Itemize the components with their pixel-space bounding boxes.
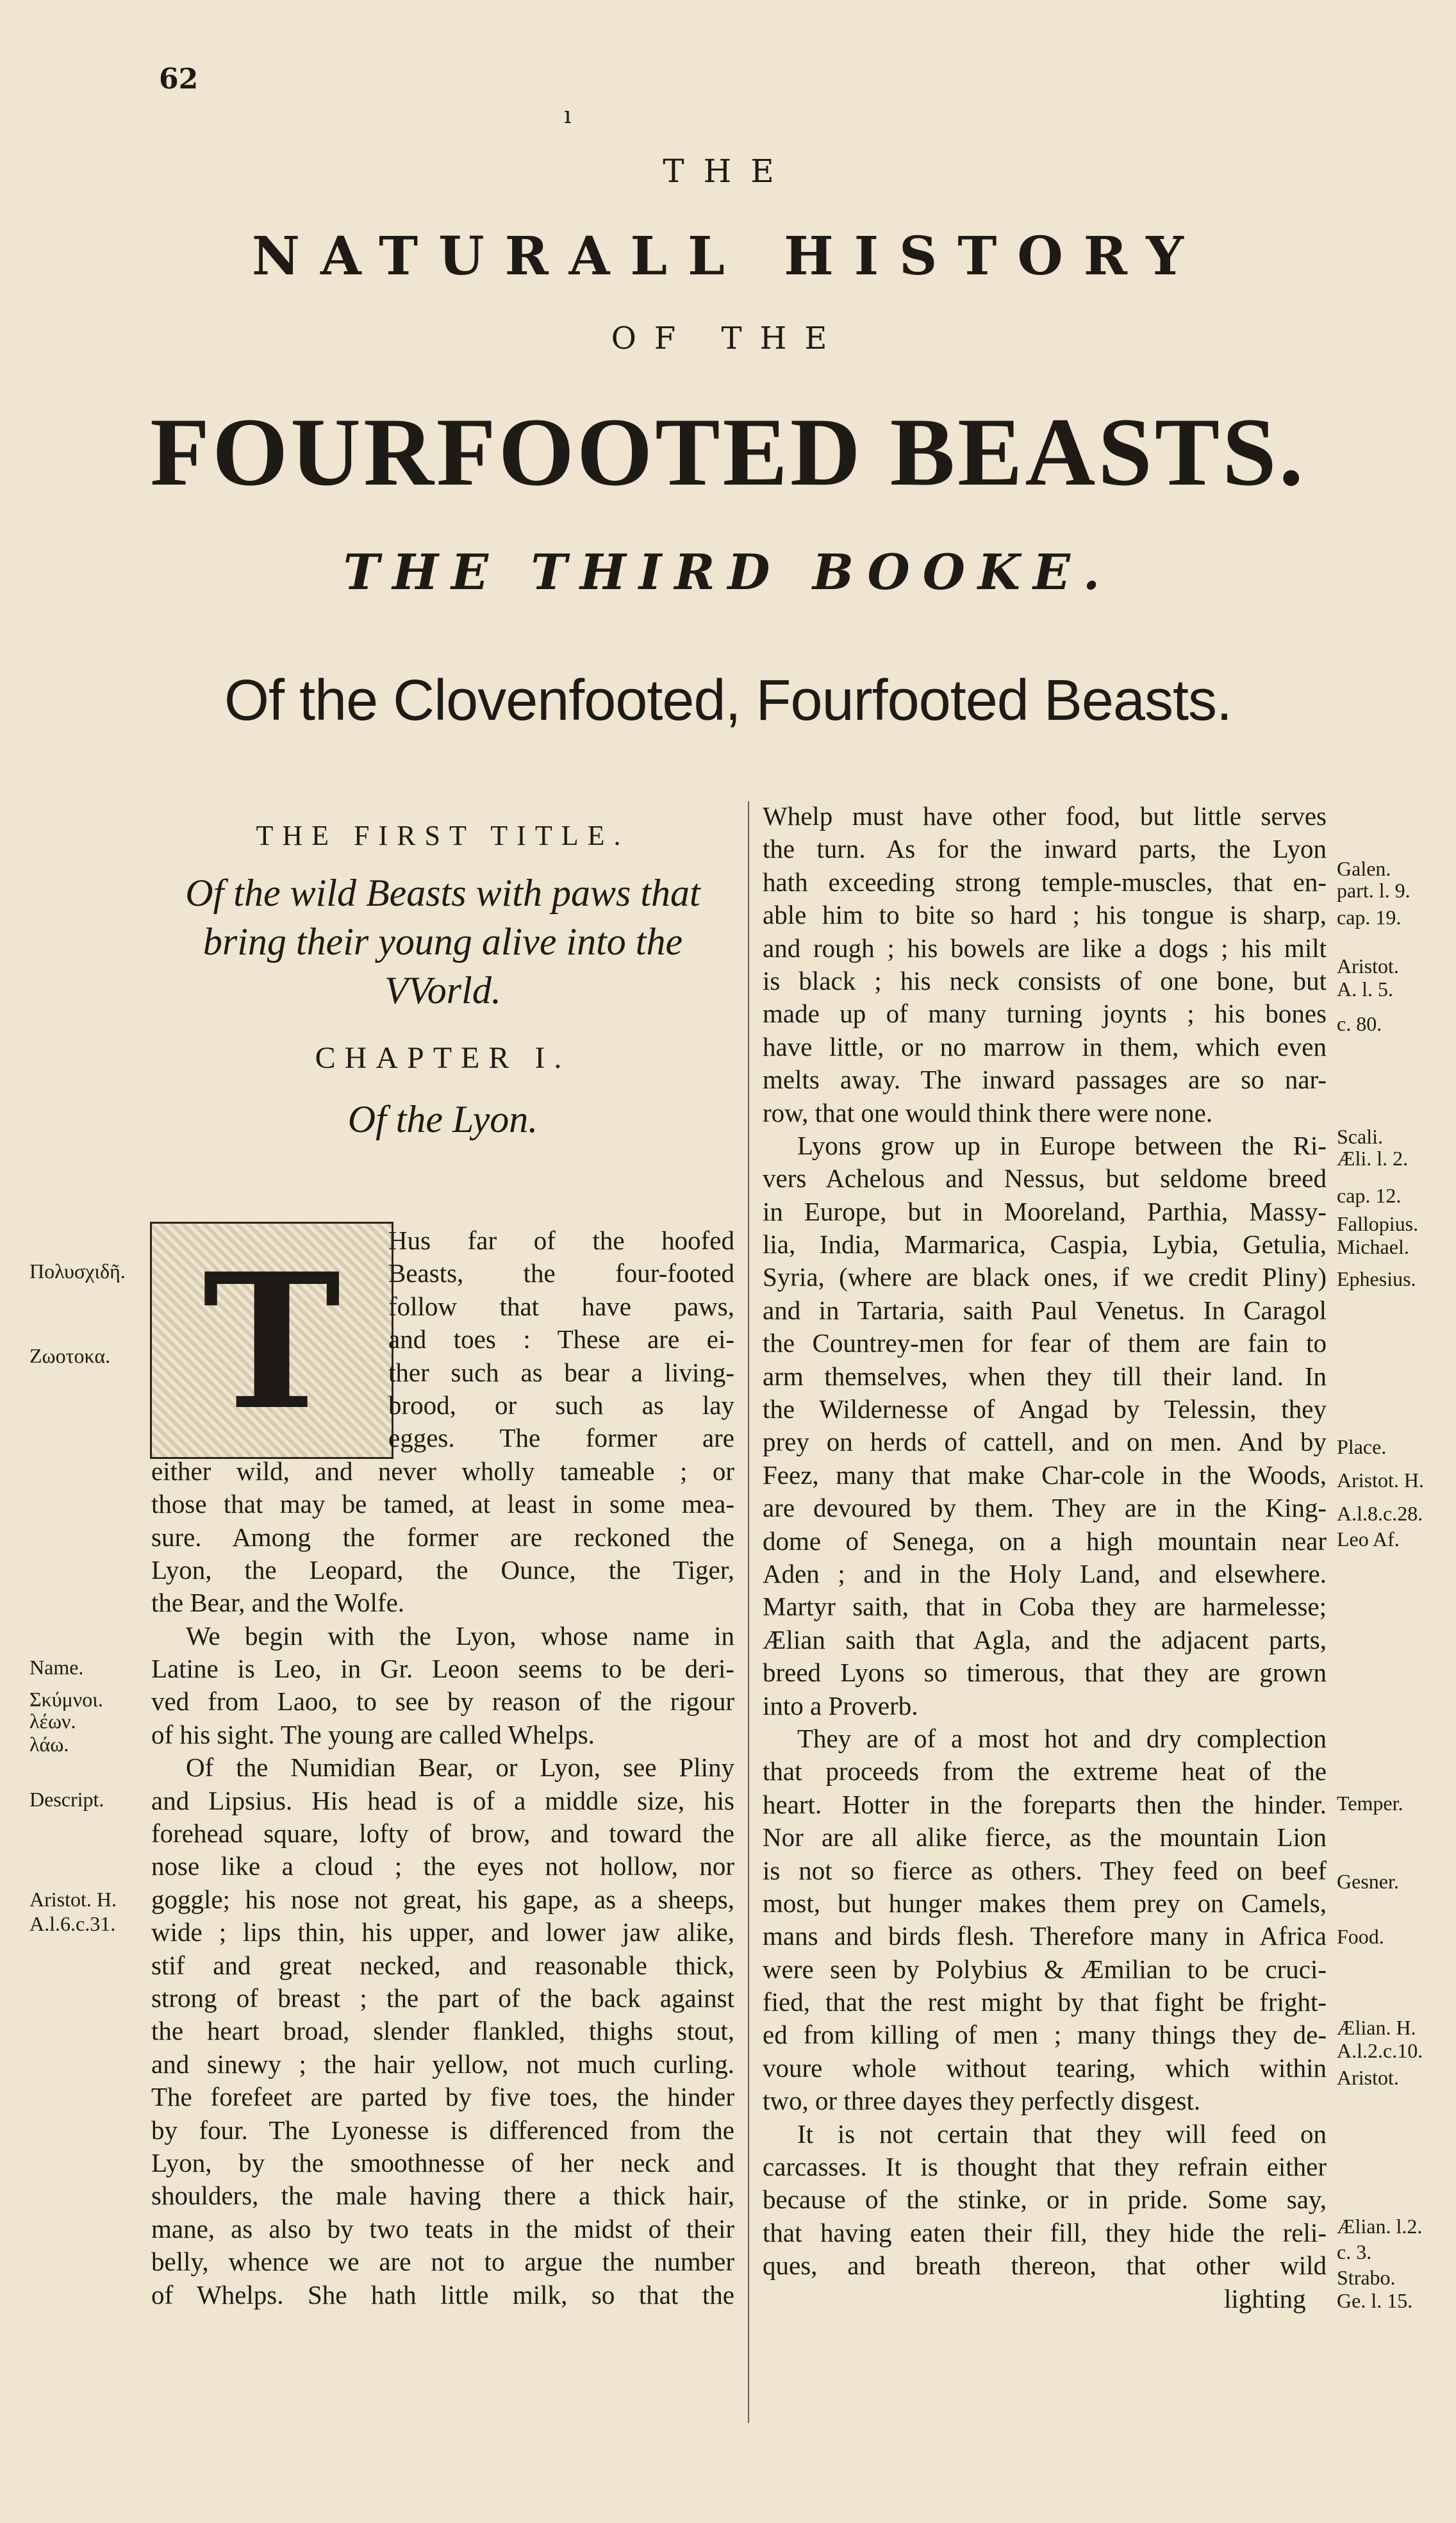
- margin-note: λέων.: [29, 1710, 76, 1733]
- text-line: Syria, (where are black ones, if we credit Pliny): [763, 1262, 1327, 1292]
- margin-note: c. 3.: [1337, 2240, 1372, 2263]
- text-line: Beasts, the four-footed: [388, 1258, 734, 1288]
- text-line: ved from Laoo, to see by reason of the rigour: [151, 1686, 734, 1717]
- text-line: the Wildernesse of Angad by Telessin, they: [763, 1394, 1327, 1424]
- header-the: THE: [663, 153, 793, 190]
- text-line: Feez, many that make Char-cole in the Woods,: [763, 1460, 1327, 1490]
- margin-note: A.l.2.c.10.: [1337, 2039, 1423, 2062]
- left-body-text: [151, 1224, 734, 2311]
- text-line: prey on herds of cattell, and on men. And by: [763, 1427, 1327, 1457]
- text-line: heart. Hotter in the foreparts then the hinder.: [763, 1789, 1327, 1819]
- margin-note: A.l.8.c.28.: [1337, 1502, 1423, 1525]
- right-body-text: [763, 800, 1327, 2315]
- text-line: We begin with the Lyon, whose name in: [186, 1620, 734, 1651]
- text-line: hath exceeding strong temple-muscles, that en-: [763, 867, 1327, 897]
- ink-mark: ı: [564, 103, 572, 129]
- text-line: belly, whence we are not to argue the number: [151, 2247, 734, 2277]
- first-title: THE FIRST TITLE.: [256, 820, 630, 851]
- text-line: shoulders, the male having there a thick hair,: [151, 2181, 734, 2211]
- text-line: and Lipsius. His head is of a middle size, his: [151, 1785, 734, 1815]
- margin-note: c. 80.: [1337, 1012, 1382, 1035]
- text-line: Martyr saith, that in Coba they are harmelesse;: [763, 1592, 1327, 1622]
- margin-note: Aristot.: [1337, 954, 1399, 978]
- text-line: breed Lyons so timerous, that they are grown: [763, 1658, 1327, 1688]
- margin-note: Michael.: [1337, 1235, 1409, 1258]
- margin-note: Ephesius.: [1337, 1267, 1416, 1290]
- text-line: dome of Senega, on a high mountain near: [763, 1526, 1327, 1556]
- text-line: ed from killing of men ; many things they de-: [763, 2020, 1327, 2050]
- margin-note: Ælian. H.: [1337, 2016, 1416, 2039]
- margin-note: Σκύμνοι.: [29, 1688, 103, 1711]
- text-line: are devoured by them. They are in the King-: [763, 1493, 1327, 1523]
- text-line: is black ; his neck consists of one bone, but: [763, 965, 1327, 995]
- margin-note: cap. 19.: [1337, 906, 1402, 929]
- text-line: egges. The former are: [388, 1423, 734, 1453]
- text-line: and rough ; his bowels are like a dogs ; his milt: [763, 933, 1327, 963]
- title-subhead: [151, 869, 734, 1015]
- subhead-line: bring their young alive into the: [203, 920, 683, 963]
- text-line: nose like a cloud ; the eyes not hollow, nor: [151, 1851, 734, 1881]
- margin-note: λάω.: [29, 1733, 69, 1756]
- text-line: ther such as bear a living-: [388, 1357, 734, 1387]
- margin-note: cap. 12.: [1337, 1184, 1402, 1207]
- text-line: mans and birds flesh. Therefore many in Africa: [763, 1921, 1327, 1951]
- text-line: Lyon, the Leopard, the Ounce, the Tiger,: [151, 1554, 734, 1585]
- margin-note: Æli. l. 2.: [1337, 1147, 1409, 1170]
- text-line: and sinewy ; the hair yellow, not much curling.: [151, 2049, 734, 2079]
- chapter-title: Of the Lyon.: [347, 1098, 538, 1140]
- header-clovenfooted: Of the Clovenfooted, Fourfooted Beasts.: [224, 669, 1232, 733]
- text-line: Hus far of the hoofed: [388, 1226, 734, 1255]
- margin-note: Scali.: [1337, 1125, 1383, 1148]
- column-rule: [748, 801, 749, 2423]
- text-line: forehead square, lofty of brow, and toward the: [151, 1819, 734, 1849]
- text-line: They are of a most hot and dry complection: [797, 1723, 1327, 1753]
- text-line: that having eaten their fill, they hide the reli-: [763, 2217, 1327, 2247]
- margin-note: Ælian. l.2.: [1337, 2215, 1423, 2238]
- text-line: into a Proverb.: [763, 1690, 918, 1720]
- text-line: wide ; lips thin, his upper, and lower jaw alike,: [151, 1917, 734, 1947]
- text-line: carcasses. It is thought that they refrain either: [763, 2152, 1327, 2182]
- header-of-the: OF THE: [611, 321, 845, 356]
- text-line: Lyons grow up in Europe between the Ri-: [797, 1130, 1327, 1160]
- text-line: lia, India, Marmarica, Caspia, Lybia, Getulia,: [763, 1229, 1327, 1260]
- text-line: Nor are all alike fierce, as the mountain Lion: [763, 1822, 1327, 1853]
- text-line: and in Tartaria, saith Paul Venetus. In Caragol: [763, 1295, 1327, 1325]
- text-line: in Europe, but in Mooreland, Parthia, Massy-: [763, 1196, 1327, 1226]
- text-line: stif and great necked, and reasonable thick,: [151, 1950, 734, 1980]
- text-line: and toes : These are ei-: [388, 1324, 734, 1354]
- header-naturall-history: NATURALL HISTORY: [252, 226, 1204, 287]
- left-column: [151, 808, 734, 1142]
- text-line: the Bear, and the Wolfe.: [151, 1588, 405, 1618]
- margin-note: Leo Af.: [1337, 1528, 1400, 1551]
- margin-note: Aristot. H.: [1337, 1469, 1424, 1492]
- text-line: the turn. As for the inward parts, the Lyon: [763, 834, 1327, 864]
- text-line: those that may be tamed, at least in some mea-: [151, 1489, 734, 1519]
- text-line: the heart broad, slender flankled, thighs stout,: [151, 2016, 734, 2046]
- text-line: brood, or such as lay: [388, 1390, 734, 1420]
- margin-note: Gesner.: [1337, 1870, 1399, 1893]
- text-line: able him to bite so hard ; his tongue is sharp,: [763, 900, 1327, 930]
- text-line: strong of breast ; the part of the back against: [151, 1983, 734, 2013]
- text-line: either wild, and never wholly tameable ; or: [151, 1456, 734, 1486]
- margin-note: Galen.: [1337, 857, 1391, 880]
- text-line: sure. Among the former are reckoned the: [151, 1522, 734, 1552]
- margin-note: Food.: [1337, 1925, 1384, 1948]
- subhead-line: Of the wild Beasts with paws that: [185, 872, 700, 914]
- text-line: voure whole without tearing, which within: [763, 2053, 1327, 2083]
- text-line: is not so fierce as others. They feed on beef: [763, 1855, 1327, 1885]
- text-line: arm themselves, when they till their land. In: [763, 1361, 1327, 1391]
- margin-note: Descript.: [29, 1788, 104, 1811]
- text-line: melts away. The inward passages are so nar-: [763, 1065, 1327, 1095]
- margin-note: Strabo.: [1337, 2266, 1396, 2289]
- margin-note: A. l. 5.: [1337, 978, 1393, 1001]
- text-line: It is not certain that they will feed on: [797, 2119, 1327, 2149]
- margin-note: part. l. 9.: [1337, 879, 1410, 902]
- text-line: The forefeet are parted by five toes, the hinder: [151, 2082, 734, 2112]
- text-line: fied, that the rest might by that fight be fright-: [763, 1987, 1327, 2017]
- text-line: made up of many turning joynts ; his bones: [763, 999, 1327, 1029]
- text-line: Of the Numidian Bear, or Lyon, see Pliny: [186, 1753, 734, 1783]
- text-line: by four. The Lyonesse is differenced from the: [151, 2115, 734, 2145]
- margin-note: Πολυσχιδῆ.: [29, 1260, 126, 1283]
- page-number: 62: [159, 63, 199, 96]
- margin-note: Aristot.: [1337, 2066, 1399, 2089]
- margin-note: Ζωοτοκα.: [29, 1344, 111, 1367]
- margin-note: Fallopius.: [1337, 1212, 1419, 1235]
- text-line: goggle; his nose not great, his gape, as a sheeps,: [151, 1884, 734, 1914]
- margin-note: Aristot. H.: [29, 1888, 117, 1911]
- margin-note: Ge. l. 15.: [1337, 2289, 1413, 2312]
- text-line: Ælian saith that Agla, and the adjacent parts,: [763, 1624, 1327, 1654]
- text-line: follow that have paws,: [388, 1291, 734, 1321]
- text-line: the Countrey-men for fear of them are fain to: [763, 1328, 1327, 1358]
- subhead-line: VVorld.: [385, 969, 501, 1012]
- text-line: that proceeds from the extreme heat of the: [763, 1756, 1327, 1786]
- text-line: most, but hunger makes them prey on Camels,: [763, 1888, 1327, 1918]
- text-line: have little, or no marrow in them, which even: [763, 1031, 1327, 1062]
- text-line: Lyon, by the smoothnesse of her neck and: [151, 2147, 734, 2177]
- header-fourfooted-beasts: FOURFOOTED BEASTS.: [150, 398, 1306, 506]
- margin-note: Place.: [1337, 1435, 1387, 1458]
- text-line: Whelp must have other food, but little serves: [763, 801, 1327, 831]
- text-line: row, that one would think there were none.: [763, 1097, 1213, 1128]
- text-line: were seen by Polybius & Æmilian to be cruci-: [763, 1954, 1327, 1984]
- text-line: lighting: [1224, 2283, 1306, 2313]
- text-line: mane, as also by two teats in the midst of their: [151, 2213, 734, 2244]
- header-third-booke: THE THIRD BOOKE.: [343, 544, 1113, 601]
- text-line: vers Achelous and Nessus, but seldome breed: [763, 1163, 1327, 1194]
- text-line: ques, and breath thereon, that other wild: [763, 2251, 1327, 2281]
- margin-note: Name.: [29, 1656, 84, 1679]
- margin-note: Temper.: [1337, 1792, 1403, 1815]
- text-line: two, or three dayes they perfectly disgest.: [763, 2086, 1201, 2116]
- margin-note: A.l.6.c.31.: [29, 1912, 116, 1935]
- text-line: Latine is Leo, in Gr. Leoon seems to be deri-: [151, 1654, 734, 1684]
- text-line: of his sight. The young are called Whelps.: [151, 1719, 595, 1749]
- text-line: of Whelps. She hath little milk, so that the: [151, 2279, 734, 2310]
- text-line: because of the stinke, or in pride. Some say,: [763, 2185, 1327, 2215]
- dropcap-letter: T: [203, 1233, 341, 1451]
- text-line: Aden ; and in the Holy Land, and elsewhere.: [763, 1558, 1327, 1588]
- chapter-heading: CHAPTER I.: [315, 1041, 571, 1075]
